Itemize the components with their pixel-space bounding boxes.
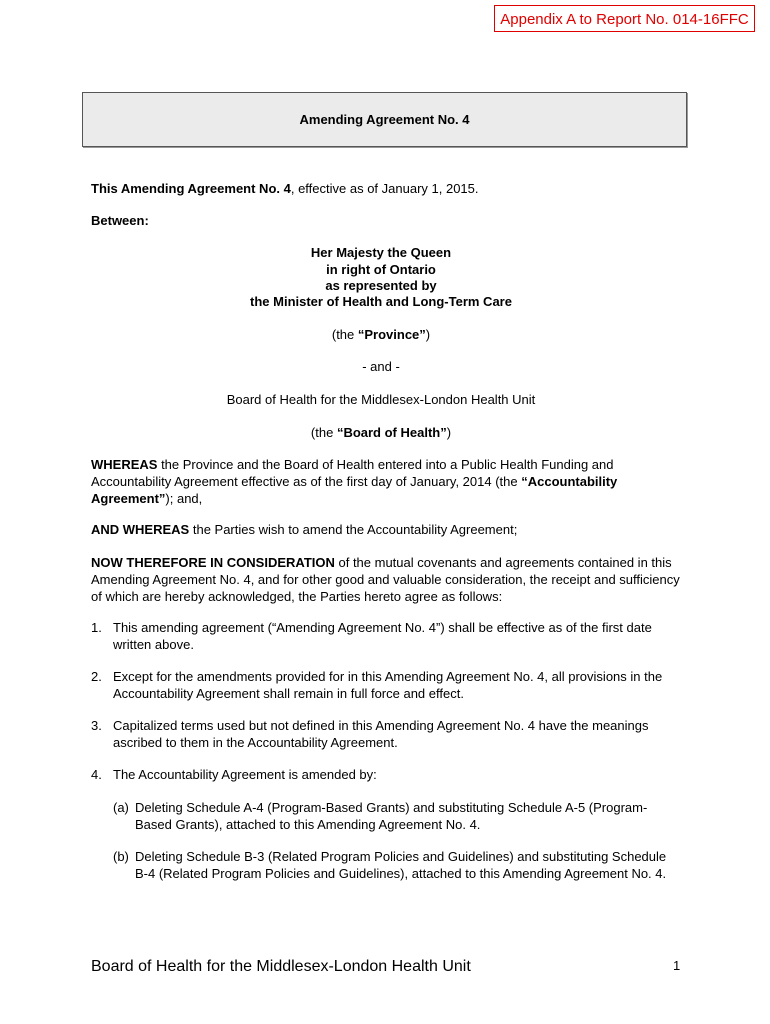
between-label: Between: — [91, 213, 149, 228]
province-line-2: in right of Ontario — [326, 262, 436, 277]
province-line-3: as represented by — [325, 278, 437, 293]
clause-number: 2. — [91, 669, 102, 684]
clause-text: This amending agreement (“Amending Agreement No. 4”) shall be effective as of the first date written above. — [113, 620, 652, 652]
subclause-number: (b) — [113, 849, 129, 864]
intro-text: , effective as of January 1, 2015. — [290, 181, 479, 196]
alias-suffix: ) — [446, 425, 452, 440]
alias-prefix: (the — [331, 327, 358, 342]
accountability-term: “Accountability Agreement” — [91, 474, 618, 506]
whereas-text: the Province and the Board of Health entered into a Public Health Funding and Accountability Agreement effective as of the first day of January, 2014 (the — [91, 457, 614, 489]
board-name: Board of Health for the Middlesex-London Health Unit — [226, 392, 536, 407]
subclause-b — [113, 848, 673, 882]
clause-4 — [91, 766, 691, 783]
province-alias — [91, 326, 671, 343]
clause-text: The Accountability Agreement is amended by: — [113, 767, 377, 782]
alias-prefix: (the — [310, 425, 337, 440]
province-line-1: Her Majesty the Queen — [310, 245, 452, 260]
whereas-paragraph — [91, 456, 691, 507]
document-title: Amending Agreement No. 4 — [82, 92, 687, 147]
intro-paragraph — [91, 180, 691, 197]
now-therefore-paragraph — [91, 554, 691, 605]
appendix-label: Appendix A to Report No. 014-16FFC — [494, 5, 755, 32]
board-term: “Board of Health” — [336, 425, 447, 440]
now-therefore-lead: NOW THEREFORE IN CONSIDERATION — [91, 555, 335, 570]
clause-3 — [91, 717, 691, 751]
and-whereas-lead: AND WHEREAS — [91, 522, 190, 537]
subclause-text: Deleting Schedule A-4 (Program-Based Grants) and substituting Schedule A-5 (Program-Based Grants), attached to this Amending Agreement No. 4. — [135, 800, 648, 832]
board-alias — [91, 424, 671, 441]
intro-bold: This Amending Agreement No. 4 — [91, 181, 291, 196]
and-whereas-paragraph — [91, 521, 691, 538]
and-separator: - and - — [362, 359, 400, 374]
clause-text: Except for the amendments provided for in this Amending Agreement No. 4, all provisions in the Accountability Agreement shall remain in full force and effect. — [113, 669, 663, 701]
footer-organization: Board of Health for the Middlesex-London Health Unit — [91, 958, 471, 975]
subclause-a — [113, 799, 673, 833]
clause-number: 4. — [91, 767, 102, 782]
province-line-4: the Minister of Health and Long-Term Care — [250, 294, 512, 309]
and-whereas-text: the Parties wish to amend the Accountability Agreement; — [189, 522, 518, 537]
clause-2 — [91, 668, 691, 702]
alias-suffix: ) — [425, 327, 431, 342]
province-term: “Province” — [357, 327, 426, 342]
whereas-end: ); and, — [165, 491, 203, 506]
clause-text: Capitalized terms used but not defined in this Amending Agreement No. 4 have the meanings ascribed to them in the Accountability Agreement. — [113, 718, 649, 750]
clause-number: 1. — [91, 620, 102, 635]
subclause-text: Deleting Schedule B-3 (Related Program Policies and Guidelines) and substituting Schedule B-4 (Related Program Policies and Guidelines), attached to this Amending Agreement No. 4. — [135, 849, 667, 881]
page-number: 1 — [673, 958, 681, 973]
whereas-lead: WHEREAS — [91, 457, 158, 472]
clause-number: 3. — [91, 718, 102, 733]
now-therefore-text: of the mutual covenants and agreements contained in this Amending Agreement No. 4, and for other good and valuable consideration, the receipt and sufficiency of which are hereby acknowledged, the Parties hereto agree as follows: — [91, 555, 680, 604]
clause-1 — [91, 619, 691, 653]
subclause-number: (a) — [113, 800, 129, 815]
